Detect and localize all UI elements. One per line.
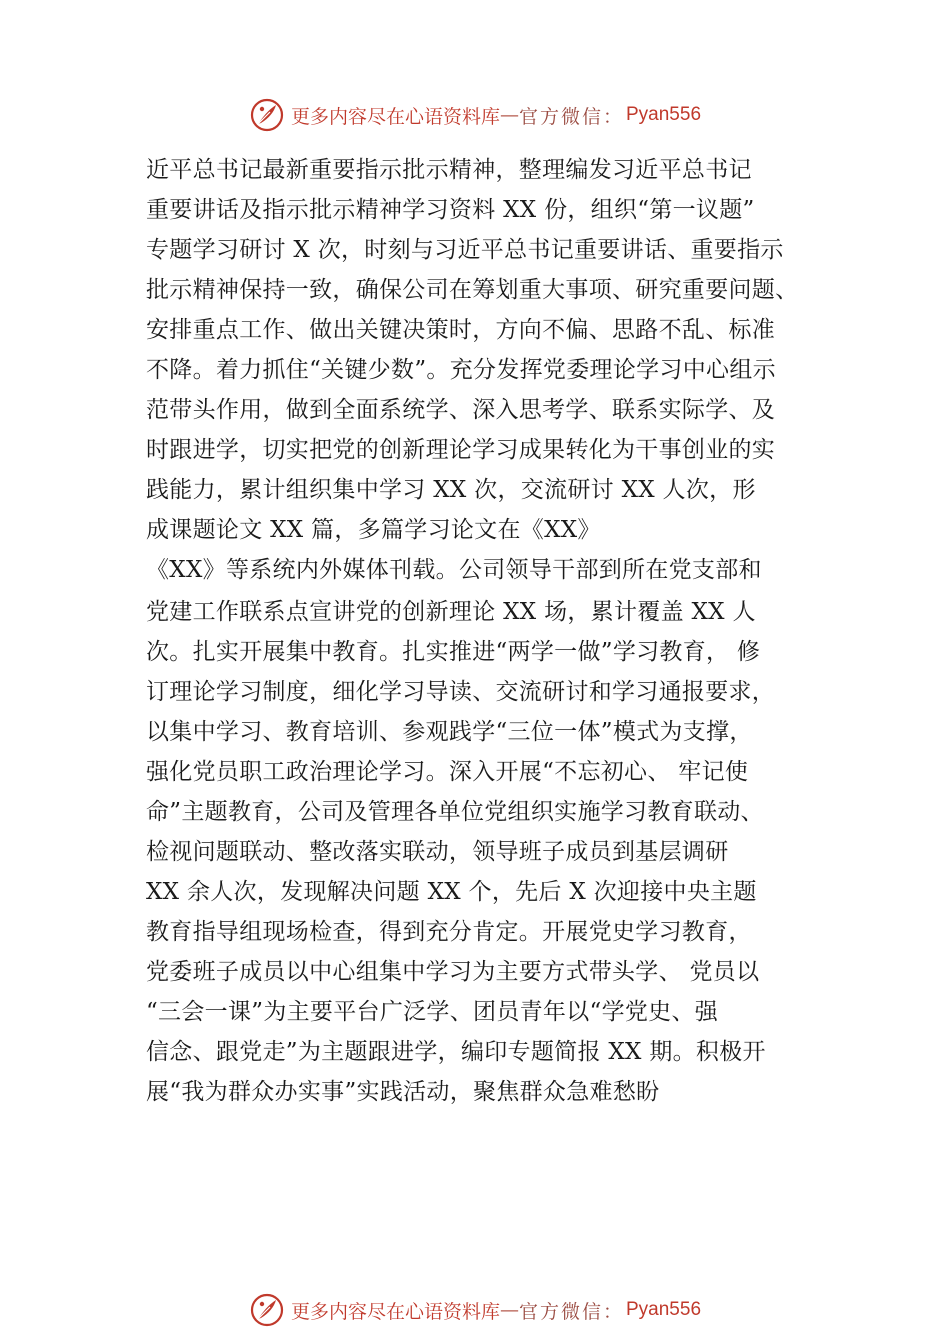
header-banner: [0, 95, 950, 135]
body-line-23: 信念、跟党走”为主题跟进学，编印专题简报 XX 期。积极开: [146, 1039, 766, 1065]
body-line-24: 展“我为群众办实事”实践活动，聚焦群众急难愁盼: [146, 1079, 660, 1105]
body-line-19: XX 余人次，发现解决问题 XX 个，先后 X 次迎接中央主题: [146, 879, 757, 905]
body-line-3: 专题学习研讨 X 次，时刻与习近平总书记重要讲话、重要指示: [146, 237, 784, 263]
feather-pen-logo-icon: [249, 97, 285, 133]
body-line-6: 不降。着力抓住“关键少数”。充分发挥党委理论学习中心组示: [146, 357, 776, 383]
body-line-21: 党委班子成员以中心组集中学习为主要方式带头学、 党员以: [146, 959, 760, 985]
footer-banner-separator: —: [499, 1299, 519, 1321]
body-line-2: 重要讲话及指示批示精神学习资料 XX 份，组织“第一议题”: [146, 197, 755, 223]
body-line-8: 时跟进学，切实把党的创新理论学习成果转化为干事创业的实: [146, 437, 776, 463]
body-line-10: 成课题论文 XX 篇，多篇学习论文在《XX》: [146, 517, 601, 543]
body-line-12: 党建工作联系点宣讲党的创新理论 XX 场，累计覆盖 XX 人: [146, 599, 756, 625]
document-body: [146, 150, 846, 1112]
header-wechat-label: 官方微信：: [518, 105, 624, 128]
body-line-7: 范带头作用，做到全面系统学、深入思考学、联系实际学、及: [146, 397, 776, 423]
footer-banner: [0, 1290, 950, 1330]
header-wechat-id: Pyan556: [626, 104, 702, 125]
header-banner-separator: —: [499, 104, 519, 126]
body-line-16: 强化党员职工政治理论学习。深入开展“不忘初心、 牢记使: [146, 759, 749, 785]
footer-banner-text: 更多内容尽在心语资料库: [290, 1300, 500, 1323]
footer-wechat-id: Pyan556: [626, 1299, 702, 1320]
body-line-17: 命”主题教育，公司及管理各单位党组织实施学习教育联动、: [146, 799, 764, 825]
body-line-22: “三会一课”为主要平台广泛学、团员青年以“学党史、强: [146, 999, 719, 1025]
body-line-11: 《XX》等系统内外媒体刊载。公司领导干部到所在党支部和: [146, 557, 762, 583]
body-line-1: 近平总书记最新重要指示批示精神，整理编发习近平总书记: [146, 157, 752, 183]
body-line-14: 订理论学习制度，细化学习导读、交流研讨和学习通报要求，: [146, 679, 776, 705]
body-line-4: 批示精神保持一致，确保公司在筹划重大事项、研究重要问题、: [146, 277, 799, 303]
body-line-20: 教育指导组现场检查，得到充分肯定。开展党史学习教育，: [146, 919, 752, 945]
header-banner-text: 更多内容尽在心语资料库: [290, 105, 500, 128]
body-line-18: 检视问题联动、整改落实联动，领导班子成员到基层调研: [146, 839, 729, 865]
feather-pen-logo-icon: [249, 1292, 285, 1328]
body-line-9: 践能力，累计组织集中学习 XX 次，交流研讨 XX 人次，形: [146, 477, 756, 503]
body-line-5: 安排重点工作、做出关键决策时，方向不偏、思路不乱、标准: [146, 317, 776, 343]
footer-wechat-label: 官方微信：: [518, 1300, 624, 1323]
body-line-15: 以集中学习、教育培训、参观践学“三位一体”模式为支撑，: [146, 719, 753, 745]
body-line-13: 次。扎实开展集中教育。扎实推进“两学一做”学习教育， 修: [146, 639, 761, 665]
